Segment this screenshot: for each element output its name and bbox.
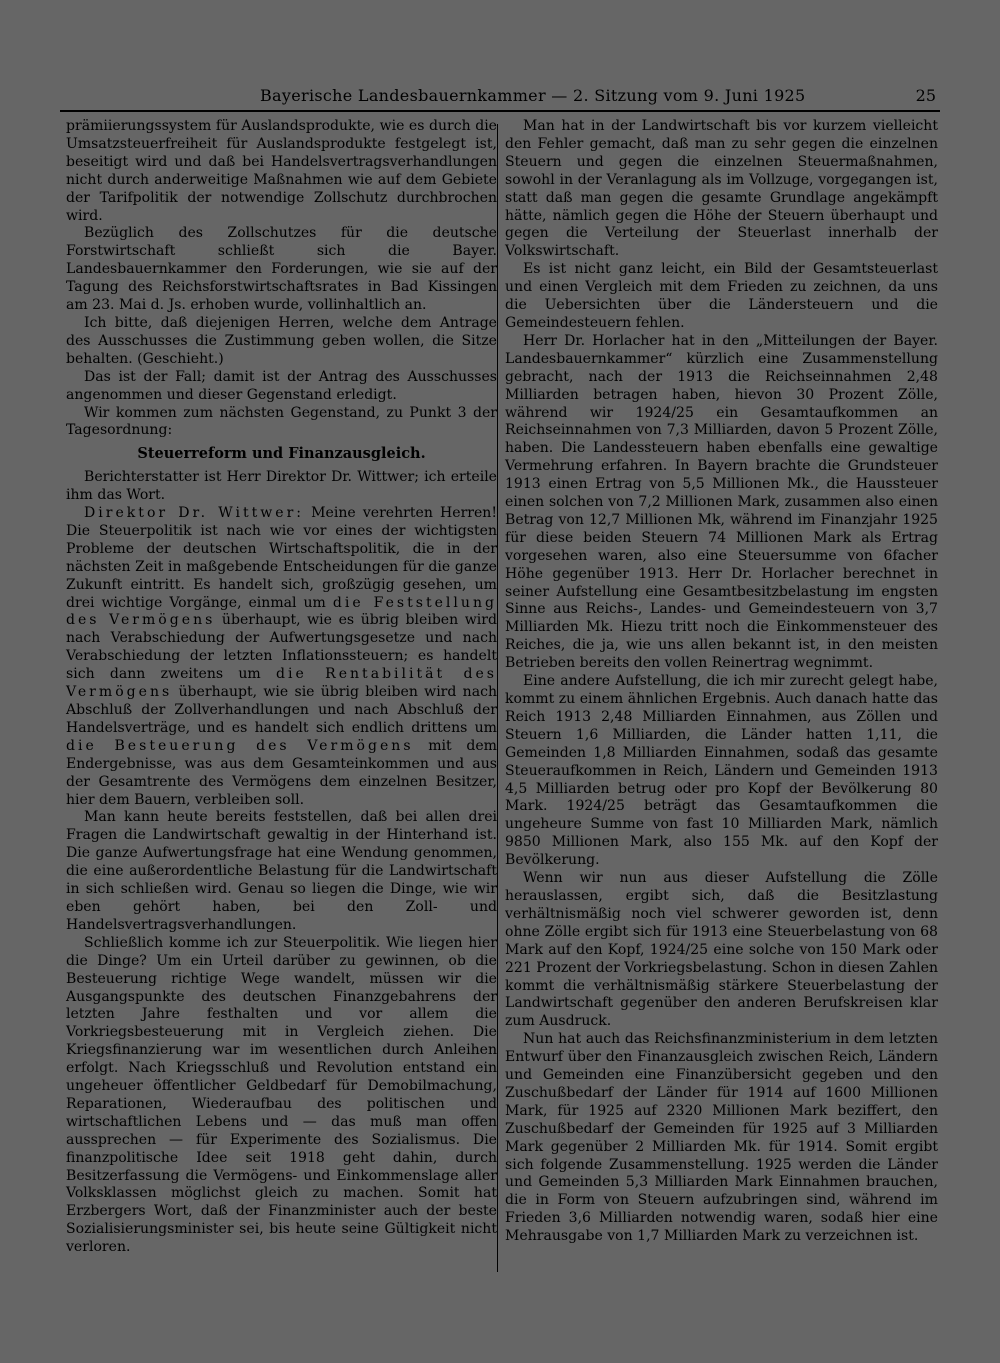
paragraph: Man kann heute bereits feststellen, daß bei allen drei Fragen die Landwirtschaft gewaltig in der Hinterhand ist. Die ganze Aufwertungsfrage hat eine Wendung genommen, die eine außerordentliche Belastung für die Landwirtschaft in sich schließen wird. Genau so liegen die Dinge, wie wir eben gehört haben, bei den Zoll- und Handelsvertragsverhandlungen. bbox=[66, 809, 497, 933]
speech-text: Meine verehrten Herren! Die Steuerpolitik ist nach wie vor eines der wichtigsten Probleme der deutschen Wirtschaftspolitik, die in der nächsten Zeit in maßgebende Entscheidungen für die ganze Zukunft eintritt. Es handelt sich, großzügig gesehen, um drei wichtige Vorgänge, einmal um bbox=[66, 505, 498, 611]
section-heading: Steuerreform und Finanzausgleich. bbox=[137, 445, 426, 463]
running-header bbox=[60, 84, 940, 112]
paragraph: Schließlich komme ich zur Steuerpolitik. Wie liegen hier die Dinge? Um ein Urteil darüber zu gewinnen, ob die Besteuerung richtige Wege wandelt, müssen wir die Ausgangspunkte des deutschen Finanzgebahrens der letzten Jahre festhalten und vor allem die Vorkriegsbesteuerung mit in Vergleich ziehen. Die Kriegsfinanzierung war im wesentlichen durch Anleihen erfolgt. Nach Kriegsschluß und Revolution entstand ein ungeheuer öffentlicher Geldbedarf für Demobilmachung, Reparationen, Wiederaufbau des politischen und wirtschaftlichen Lebens und — das muß man offen aussprechen — für Experimente des Sozialismus. Die finanzpolitische Idee seit 1918 geht dahin, durch Besitzerfassung die Vermögens- und Einkommenslage aller Volksklassen möglichst gleich zu machen. Somit hat Erzbergers Wort, daß der Finanzminister auch der beste Sozialisierungsminister sei, bis heute seine Gültigkeit nicht verloren. bbox=[66, 934, 497, 1256]
emphasized-text: die Feststellung des Vermögens bbox=[66, 594, 497, 629]
paragraph: Wir kommen zum nächsten Gegenstand, zu Punkt 3 der Tagesordnung: bbox=[66, 404, 497, 439]
paragraph: Das ist der Fall; damit ist der Antrag des Ausschusses angenommen und dieser Gegenstand erledigt. bbox=[66, 368, 497, 403]
right-column bbox=[505, 118, 938, 1246]
speech-text: überhaupt, wie es übrig bleiben wird nach Verabschiedung der Aufwertungsgesetze und nach Verabschiedung der letzten Inflationssteuern; es handelt sich dann zweitens um bbox=[66, 612, 497, 683]
paragraph: prämiierungssystem für Auslandsprodukte, wie es durch die Umsatzsteuerfreiheit für Auslandsprodukte festgelegt ist, beseitigt wird und daß bei Handelsvertragsverhandlungen nicht durch anderweitige Maßnahmen wie auf dem Gebiete der Tarifpolitik der notwendige Zollschutz durchbrochen wird. bbox=[66, 118, 497, 224]
emphasized-text: die Besteuerung des Vermögens bbox=[66, 737, 414, 754]
paragraph: Wenn wir nun aus dieser Aufstellung die Zölle herauslassen, ergibt sich, daß die Besitzlastung verhältnismäßig noch viel schwerer geworden ist, denn ohne Zölle ergibt sich für 1913 eine Steuerbelastung von 68 Mark auf den Kopf, 1924/25 eine solche von 150 Mark oder 221 Prozent der Vorkriegsbelastung. Schon in diesen Zahlen kommt die verhältnismäßig stärkere Steuerbelastung der Landwirtschaft gegenüber den anderen Berufskreisen klar zum Ausdruck. bbox=[505, 870, 938, 1030]
speech-text: überhaupt, wie sie übrig bleiben wird nach Abschluß der Zollverhandlungen und nach Abschluß der Handelsverträge, und es handelt sich endlich drittens um bbox=[66, 684, 497, 736]
paragraph: Bezüglich des Zollschutzes für die deutsche Forstwirtschaft schließt sich die Bayer. Landesbauernkammer den Forderungen, wie sie auf der Tagung des Reichsforstwirtschaftsrates in Bad Kissingen am 23. Mai d. Js. erhoben wurde, vollinhaltlich an. bbox=[66, 225, 497, 314]
speech-text: mit dem Endergebnisse, was aus dem Gesamteinkommen und aus der Gesamtrente des Vermögens dem einzelnen Besitzer, hier dem Bauern, verbleiben soll. bbox=[66, 737, 497, 808]
speech-paragraph bbox=[66, 505, 497, 809]
paragraph: Es ist nicht ganz leicht, ein Bild der Gesamtsteuerlast und einen Vergleich mit dem Frieden zu zeichnen, da uns die Uebersichten über die Ländersteuern und die Gemeindesteuern fehlen. bbox=[505, 261, 938, 331]
paragraph: Man hat in der Landwirtschaft bis vor kurzem vielleicht den Fehler gemacht, daß man zu sehr gegen die einzelnen Steuern und gegen die einzelnen Steuermaßnahmen, sowohl in der Veranlagung als im Vollzuge, vorgegangen ist, statt daß man gegen die gesamte Grundlage angekämpft hätte, nämlich gegen die Höhe der Steuern überhaupt und gegen die Verteilung der Steuerlast innerhalb der Volkswirtschaft. bbox=[505, 118, 938, 260]
left-column bbox=[66, 118, 497, 1257]
page-number: 25 bbox=[915, 86, 936, 105]
emphasized-text: die Rentabilität des Vermögens bbox=[66, 666, 497, 701]
paragraph: Eine andere Aufstellung, die ich mir zurecht gelegt habe, kommt zu einem ähnlichen Ergebnis. Auch danach hatte das Reich 1913 2,48 Milliarden Einnahmen, aus Zöllen und Steuern 1,6 Milliarden, die Länder hatten 1,11, die Gemeinden 1,8 Milliarden Einnahmen, sodaß das gesamte Steueraufkommen in Reich, Ländern und Gemeinden 1913 4,5 Milliarden betrug oder pro Kopf der Bevölkerung 80 Mark. 1924/25 beträgt das Gesamtaufkommen die ungeheure Summe von fast 10 Milliarden Mark, nämlich 9850 Millionen Mark, also 155 Mk. auf den Kopf der Bevölkerung. bbox=[505, 673, 938, 869]
column-divider bbox=[497, 124, 498, 1272]
paragraph: Ich bitte, daß diejenigen Herren, welche dem Antrage des Ausschusses die Zustimmung geben wollen, die Sitze behalten. (Geschieht.) bbox=[66, 314, 497, 367]
paragraph: Nun hat auch das Reichsfinanzministerium in dem letzten Entwurf über den Finanzausgleich zwischen Reich, Ländern und Gemeinden eine Finanzübersicht gegeben und den Zuschußbedarf der Länder für 1914 auf 1600 Millionen Mark, für 1925 auf 2320 Millionen Mark beziffert, den Zuschußbedarf der Gemeinden für 1925 auf 3 Milliarden Mark gegenüber 2 Milliarden Mk. für 1914. Somit ergibt sich folgende Zusammenstellung. 1925 werden die Länder und Gemeinden 5,3 Milliarden Mark Einnahmen brauchen, die in Form von Steuern aufzubringen sind, während im Frieden 3,6 Milliarden notwendig waren, sodaß hier eine Mehrausgabe von 1,7 Milliarden Mark zu verzeichnen ist. bbox=[505, 1031, 938, 1245]
speaker-name: Direktor Dr. Wittwer: bbox=[84, 505, 305, 522]
header-title: Bayerische Landesbauernkammer — 2. Sitzung vom 9. Juni 1925 bbox=[260, 86, 806, 105]
paragraph: Berichterstatter ist Herr Direktor Dr. Wittwer; ich erteile ihm das Wort. bbox=[66, 469, 497, 504]
paragraph: Herr Dr. Horlacher hat in den „Mitteilungen der Bayer. Landesbauernkammer“ kürzlich eine Zusammenstellung gebracht, nach der 1913 die Reichseinnahmen 2,48 Milliarden betragen haben, hievon 30 Prozent Zölle, während wir 1924/25 ein Gesamtaufkommen an Reichseinnahmen von 7,3 Milliarden, davon 5 Prozent Zölle, haben. Die Landessteuern haben ebenfalls eine gewaltige Vermehrung erfahren. In Bayern brachte die Grundsteuer 1913 einen Ertrag von 5,5 Millionen Mk., die Haussteuer einen solchen von 7,2 Millionen Mark, zusammen also einen Betrag von 12,7 Millionen Mk, während im Finanzjahr 1925 für diese beiden Steuern 74 Millionen Mark als Ertrag vorgesehen waren, also eine Steuersumme von 6facher Höhe gegenüber 1913. Herr Dr. Horlacher berechnet in seiner Aufstellung eine Gesamtbesitzbelastung im engsten Sinne aus Reichs-, Landes- und Gemeindesteuern von 3,7 Milliarden Mk. Hiezu tritt noch die Einkommensteuer des Reiches, die ja, wie uns allen bekannt ist, in den meisten Betrieben bereits den vollen Reinertrag wegnimmt. bbox=[505, 332, 938, 672]
